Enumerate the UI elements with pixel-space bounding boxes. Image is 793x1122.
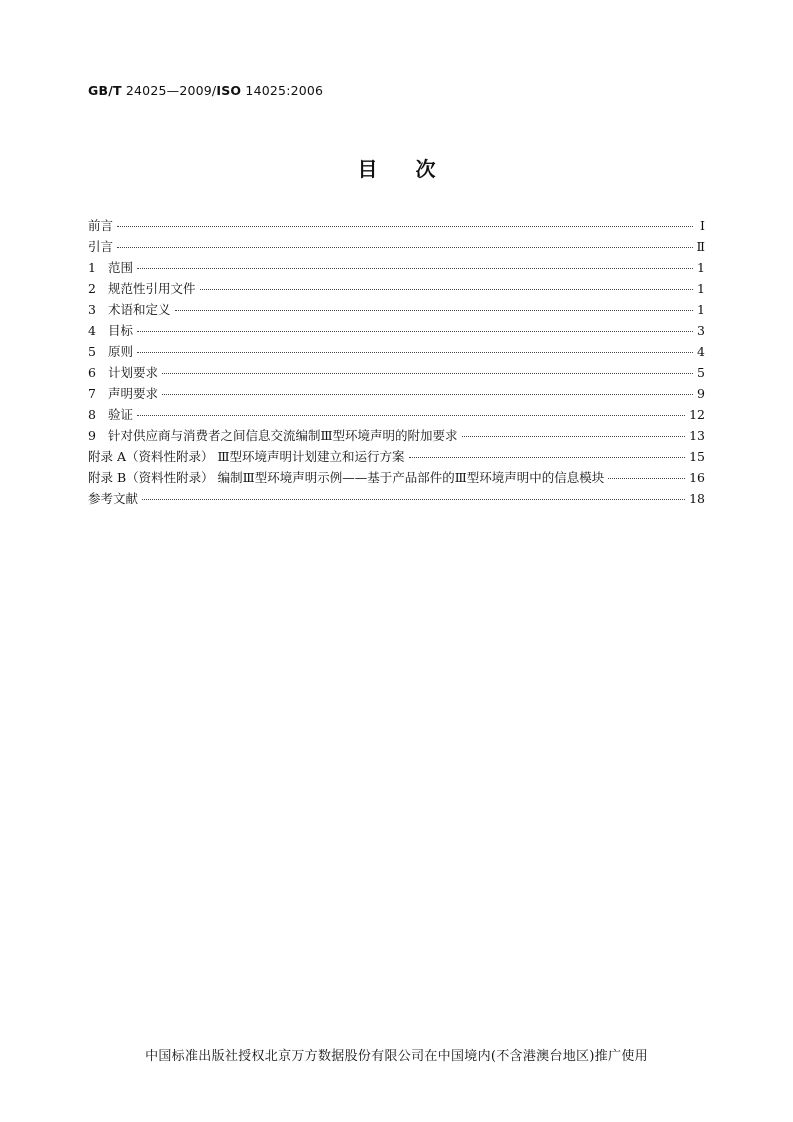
document-code — [88, 83, 323, 98]
toc-entry-number: 8 — [88, 407, 96, 422]
page-title: 目次 — [357, 157, 474, 181]
toc-entry-title: 针对供应商与消费者之间信息交流编制Ⅲ型环境声明的附加要求 — [108, 428, 458, 443]
toc-entry-title: 范围 — [108, 260, 134, 275]
toc-entry[interactable] — [88, 363, 705, 384]
dot-leader — [200, 288, 693, 290]
toc-entry-number: 4 — [88, 323, 96, 338]
dot-leader — [137, 267, 693, 269]
toc-entry-label — [88, 342, 133, 360]
toc-entry-label — [88, 426, 458, 444]
toc-entry[interactable] — [88, 405, 705, 426]
dot-leader — [137, 414, 685, 416]
toc-entry-number: 6 — [88, 365, 96, 380]
dot-leader — [462, 435, 686, 437]
toc-entry-page: 1 — [697, 260, 705, 275]
toc-entry-number: 1 — [88, 260, 96, 275]
dot-leader — [409, 456, 686, 458]
dot-leader — [137, 351, 693, 353]
toc-entry[interactable] — [88, 426, 705, 447]
toc-entry-number: 2 — [88, 281, 96, 296]
toc-entry[interactable] — [88, 216, 705, 237]
toc-entry-page: 5 — [697, 365, 705, 380]
table-of-contents — [88, 216, 705, 510]
toc-entry-label — [88, 384, 158, 402]
toc-entry-title: 目标 — [108, 323, 134, 338]
toc-entry-title: 计划要求 — [108, 365, 159, 380]
dot-leader — [608, 477, 685, 479]
iso-number: 14025:2006 — [241, 83, 324, 98]
dot-leader — [137, 330, 693, 332]
toc-entry-title: 附录 B（资料性附录） 编制Ⅲ型环境声明示例——基于产品部件的Ⅲ型环境声明中的信息模块 — [88, 470, 605, 485]
toc-entry[interactable] — [88, 342, 705, 363]
toc-entry-title: 原则 — [108, 344, 134, 359]
toc-entry-page: 15 — [689, 449, 705, 464]
toc-entry-label — [88, 363, 158, 381]
toc-entry-page: 18 — [689, 491, 705, 506]
toc-entry-label — [88, 405, 133, 423]
toc-entry-page: 4 — [697, 344, 705, 359]
toc-entry-page: 16 — [689, 470, 705, 485]
toc-entry-label — [88, 447, 405, 465]
dot-leader — [175, 309, 693, 311]
toc-entry-number: 7 — [88, 386, 96, 401]
code-number: 24025—2009/ — [121, 83, 217, 98]
toc-entry[interactable] — [88, 468, 705, 489]
toc-entry[interactable] — [88, 447, 705, 468]
toc-entry-title: 引言 — [88, 239, 114, 254]
toc-entry[interactable] — [88, 321, 705, 342]
toc-entry-number: 5 — [88, 344, 96, 359]
toc-entry-page: 3 — [697, 323, 705, 338]
dot-leader — [162, 372, 693, 374]
code-prefix: GB/T — [88, 83, 122, 98]
toc-entry-number: 9 — [88, 428, 96, 443]
toc-entry-title: 验证 — [108, 407, 134, 422]
dot-leader — [162, 393, 693, 395]
toc-entry[interactable] — [88, 384, 705, 405]
toc-entry[interactable] — [88, 489, 705, 510]
toc-entry-title: 术语和定义 — [108, 302, 171, 317]
toc-entry-title: 声明要求 — [108, 386, 159, 401]
toc-entry[interactable] — [88, 279, 705, 300]
toc-entry-page: 1 — [697, 281, 705, 296]
toc-entry[interactable] — [88, 300, 705, 321]
toc-entry-label — [88, 489, 138, 507]
toc-entry-page: Ⅱ — [696, 239, 705, 254]
toc-entry-title: 规范性引用文件 — [108, 281, 196, 296]
toc-entry-label — [88, 321, 133, 339]
iso-prefix: ISO — [216, 83, 242, 98]
toc-entry-page: 13 — [689, 428, 705, 443]
toc-entry[interactable] — [88, 258, 705, 279]
toc-entry-page: 1 — [697, 302, 705, 317]
toc-entry-page: Ⅰ — [700, 218, 705, 233]
toc-entry-page: 9 — [697, 386, 705, 401]
toc-entry[interactable] — [88, 237, 705, 258]
toc-entry-label — [88, 300, 171, 318]
toc-entry-title: 前言 — [88, 218, 114, 233]
toc-entry-label — [88, 216, 113, 234]
dot-leader — [117, 225, 693, 227]
toc-entry-title: 附录 A（资料性附录） Ⅲ型环境声明计划建立和运行方案 — [88, 449, 405, 464]
dot-leader — [142, 498, 685, 500]
toc-entry-page: 12 — [689, 407, 705, 422]
toc-entry-label — [88, 237, 113, 255]
toc-entry-title: 参考文献 — [88, 491, 139, 506]
toc-entry-label — [88, 258, 133, 276]
dot-leader — [117, 246, 692, 248]
footer-notice: 中国标准出版社授权北京万方数据股份有限公司在中国境内(不含港澳台地区)推广使用 — [145, 1049, 648, 1064]
toc-entry-number: 3 — [88, 302, 96, 317]
toc-entry-label — [88, 468, 604, 486]
toc-entry-label — [88, 279, 196, 297]
